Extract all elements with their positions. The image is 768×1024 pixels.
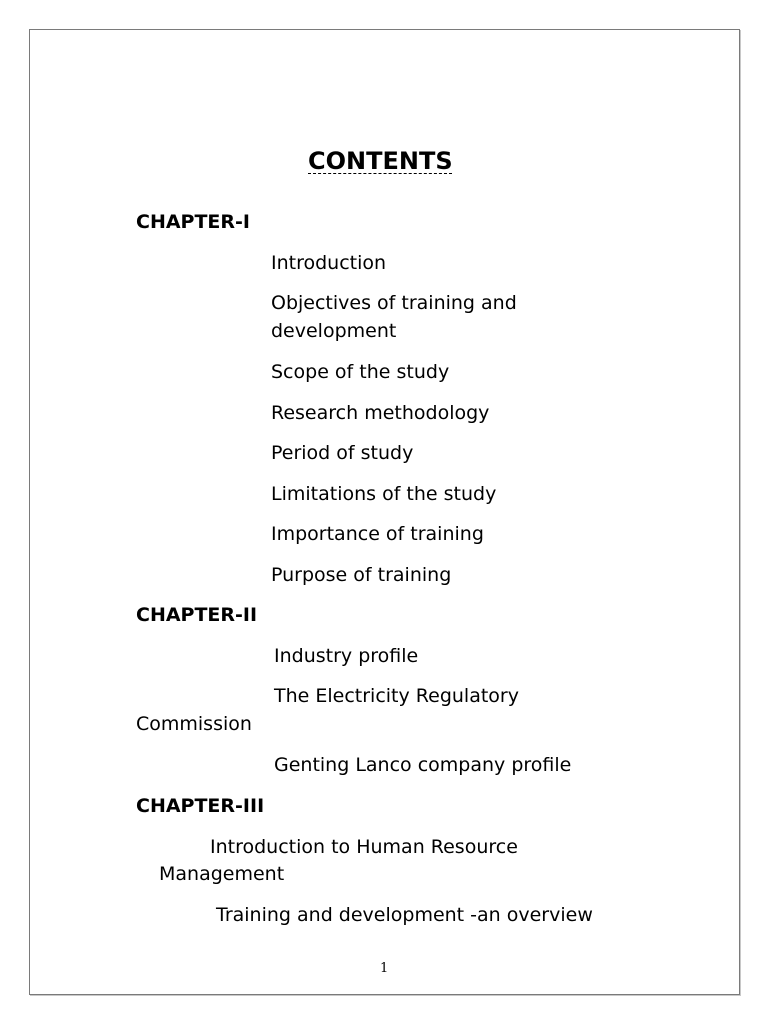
toc-entry: Importance of training	[271, 523, 484, 545]
toc-entry-continuation: development	[271, 320, 397, 342]
toc-entry-continuation: Commission	[136, 713, 252, 735]
toc-entry: Objectives of training and	[271, 292, 517, 314]
toc-entry-continuation: Management	[159, 863, 285, 885]
toc-entry: Period of study	[271, 442, 414, 464]
chapter-3-heading: CHAPTER-III	[136, 795, 265, 817]
toc-entry: Genting Lanco company profile	[274, 754, 572, 776]
chapter-2-heading: CHAPTER-II	[136, 604, 258, 626]
toc-entry: The Electricity Regulatory	[274, 685, 519, 707]
toc-entry: Research methodology	[271, 402, 490, 424]
toc-entry: Introduction to Human Resource	[210, 836, 518, 858]
toc-entry: Training and development -an overview	[216, 904, 593, 926]
page-number: 1	[380, 961, 389, 976]
toc-entry: Industry profile	[274, 645, 419, 667]
toc-entry: Scope of the study	[271, 361, 450, 383]
toc-entry: Introduction	[271, 252, 387, 274]
toc-entry: Limitations of the study	[271, 483, 497, 505]
chapter-1-heading: CHAPTER-I	[136, 211, 250, 233]
toc-entry: Purpose of training	[271, 564, 452, 586]
contents-title: CONTENTS	[308, 147, 453, 175]
